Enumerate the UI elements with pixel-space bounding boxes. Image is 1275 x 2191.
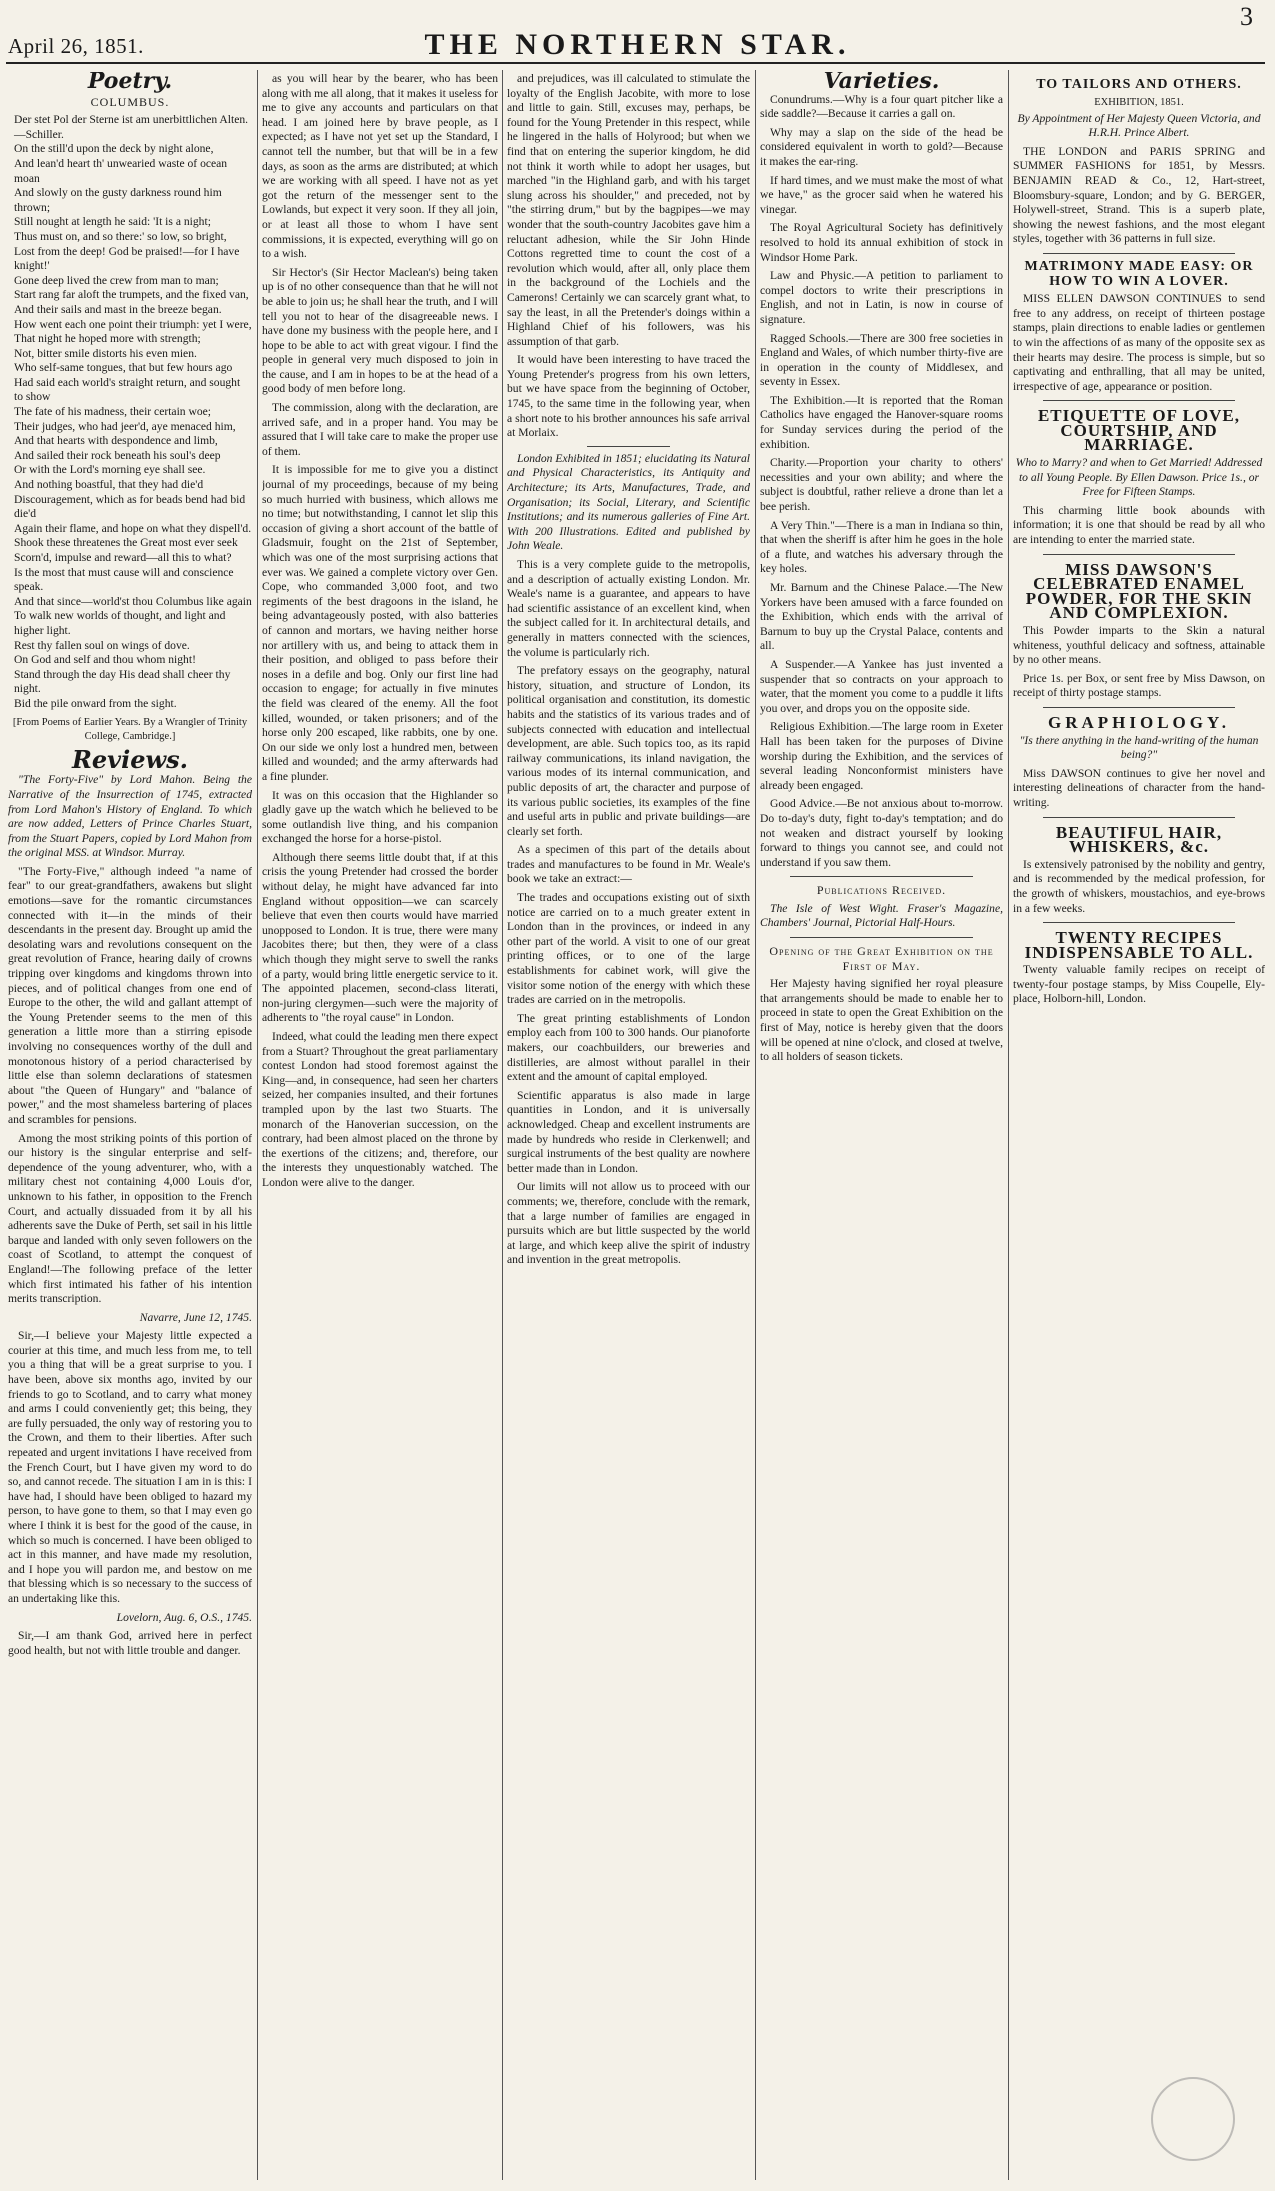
poetry-heading: Poetry. xyxy=(87,72,173,94)
ad-text: Price 1s. per Box, or sent free by Miss Dawson, on receipt of thirty postage stamps. xyxy=(1013,671,1265,700)
article-paragraph: Although there seems little doubt that, if at this crisis the young Pretender had crossed the border without delay, he might have advanced far into England without opposition—we can scarcely believe that even then courts would have married unopposed to London. It is true, there were many Jacobites there; but then, they were of a class which though they might serve to swell the ranks of a party, would bring little energetic service to it. The appointed placemen, second-class literati, non-juring clergymen—such were the majority of adherents to "the royal cause" in London. xyxy=(262,850,498,1025)
poem-line: And that since—world'st thou Columbus like again xyxy=(14,594,252,608)
poem-line: Stand through the day His dead shall cheer thy night. xyxy=(14,667,231,696)
review-title: London Exhibited in 1851; elucidating its Natural and Physical Characteristics, its Antiquity and Architecture; its Arts, Manufactures, Trade, and Organisation; its Social, Literary, and Scientific Institutions; and its numerous galleries of Fine Art. With 200 Illustrations. Edited and published by John Weale. xyxy=(507,451,750,553)
poem-line: Again their flame, and hope on what they dispell'd. xyxy=(14,521,252,535)
page-number: 3 xyxy=(1240,2,1253,31)
variety-item: A Suspender.—A Yankee has just invented a suspender that so contracts on your approach to water, that the moment you come to a puddle it lifts you over, and drops you on the opposite side. xyxy=(760,657,1003,715)
poem-line: Their judges, who had jeer'd, aye menaced him, xyxy=(14,419,236,433)
ad-heading: BEAUTIFUL HAIR, WHISKERS, &c. xyxy=(1055,822,1223,857)
variety-item: Why may a slap on the side of the head be considered equivalent in worth to gold?—Because it makes the ear-ring. xyxy=(760,125,1003,168)
poem-body xyxy=(8,113,252,711)
ad-heading: MATRIMONY MADE EASY: OR HOW TO WIN A LOVER. xyxy=(1024,258,1254,289)
ad-text: Twenty valuable family recipes on receipt of twenty-four postage stamps, by Miss Coupelle, Ely-place, Holborn-hill, London. xyxy=(1013,963,1265,1006)
ad-text: This charming little book abounds with information; it is one that should be read by all who are intending to enter the married state. xyxy=(1013,503,1265,547)
ad-text: "Is there anything in the hand-writing of the human being?" xyxy=(1019,733,1259,762)
poem-line: On God and self and thou whom night! xyxy=(14,653,196,667)
ad-rule xyxy=(1043,253,1235,254)
ad-text: By Appointment of Her Majesty Queen Victoria, and H.R.H. Prince Albert. xyxy=(1017,111,1261,140)
ad-rule xyxy=(1043,554,1235,555)
ad-rule xyxy=(1043,817,1235,818)
column-divider xyxy=(502,70,503,2180)
article-paragraph: This is a very complete guide to the metropolis, and a description of actually existing London. Mr. Weale's name is a guarantee, and appears to have had scientific assistance of an excellent kind, when the subject called for it. In architectural details, and generally in matters connected with the sciences, the volume is particularly rich. xyxy=(507,558,750,659)
column-5-advertisements xyxy=(1013,72,1265,2182)
exhibition-heading: Opening of the Great Exhibition on the First of May. xyxy=(769,944,994,973)
ad-heading: TO TAILORS AND OTHERS. xyxy=(1036,77,1242,92)
newspaper-title: THE NORTHERN STAR. xyxy=(424,28,851,61)
variety-item: Conundrums.—Why is a four quart pitcher like a side saddle?—Because it carries a gall on. xyxy=(760,92,1003,121)
poem-line: Still nought at length he said: 'It is a night; xyxy=(14,215,211,229)
ad-subheading: EXHIBITION, 1851. xyxy=(1094,96,1184,108)
article-paragraph: Scientific apparatus is also made in large quantities in London, and it is universally acknowledged. Cheap and excellent instruments are made by hundreds who reside in Clerkenwell; and surgical instruments of the best quality are nowhere better made than in London. xyxy=(507,1088,750,1175)
column-divider xyxy=(1008,70,1009,2180)
poem-line: Is the most that must cause will and conscience speak. xyxy=(14,565,234,594)
article-paragraph: The great printing establishments of London employ each from 100 to 300 hands. Our pianoforte makers, our coachbuilders, our breweries and distilleries, are almost without parallel in their extent and the amount of capital employed. xyxy=(507,1011,750,1084)
variety-item: Charity.—Proportion your charity to others' necessities and your own ability; and where the subject is doubtful, rather relieve a drone than let a bee perish. xyxy=(760,456,1003,514)
poem-line: Thus must on, and so there:' so low, so bright, xyxy=(14,229,227,243)
letter-dateline: Lovelorn, Aug. 6, O.S., 1745. xyxy=(116,1610,252,1624)
poem-line: Bid the pile onward from the sight. xyxy=(14,696,177,710)
variety-item: Good Advice.—Be not anxious about to-morrow. Do to-day's duty, fight to-day's temptation; and do not weaken and distract yourself by looking forward to things you cannot see, and could not understand if you saw them. xyxy=(760,797,1003,869)
reviews-heading: Reviews. xyxy=(71,744,189,774)
letter-dateline: Navarre, June 12, 1745. xyxy=(139,1310,252,1324)
poem-line: On the still'd upon the deck by night alone, xyxy=(14,142,214,156)
section-rule xyxy=(790,876,973,877)
variety-item: Ragged Schools.—There are 300 free societies in England and Wales, of which number thirty-five are in operation in the county of Middlesex, and seventy in Essex. xyxy=(760,331,1003,389)
varieties-heading: Varieties. xyxy=(823,72,940,94)
poem-line: And sailed their rock beneath his soul's deep xyxy=(14,448,221,462)
poem-line: Shook these threatenes the Great most ever seek xyxy=(14,536,238,550)
ad-rule xyxy=(1043,707,1235,708)
ad-rule xyxy=(1043,400,1235,401)
ad-heading: MISS DAWSON'S CELEBRATED ENAMEL POWDER, FOR THE SKIN AND COMPLEXION. xyxy=(1025,559,1253,623)
poem-line: Who self-same tongues, that but few hours ago xyxy=(14,361,233,375)
variety-item: A Very Thin."—There is a man in Indiana so thin, that when the sheriff is after him he goes in the hole of a flute, and watches his adversary through the key holes. xyxy=(760,518,1003,576)
ad-text: MISS ELLEN DAWSON CONTINUES to send free to any address, on receipt of thirteen postage stamps, plain directions to enable ladies or gentlemen to win the affections of as many of the opposite sex as their hearts may desire. The process is simple, but so captivating and enthralling, that all may be united, irrespective of age, appearance or position. xyxy=(1013,292,1265,393)
ad-text: Is extensively patronised by the nobility and gentry, and is recommended by the medical profession, for the growth of whiskers, moustachios, and eye-brows in a few weeks. xyxy=(1013,857,1265,915)
article-paragraph: Indeed, what could the leading men there expect from a Stuart? Throughout the great parliamentary contest London had stood foremost against the King—and, in consequence, had seen her charters seized, her companies insulted, and their fortunes trampled upon by the last two Stuarts. The monarch of the Hanoverian succession, on the contrary, had been almost placed on the throne by the exertions of the citizens; and, therefore, our the interests they unquestionably watched. The London were alive to the danger. xyxy=(262,1030,498,1189)
variety-item: The Exhibition.—It is reported that the Roman Catholics have engaged the Hanover-square rooms for Sunday services during the period of the exhibition. xyxy=(760,393,1003,451)
library-stamp xyxy=(1151,2077,1235,2161)
poem-line: Rest thy fallen soul on wings of dove. xyxy=(14,638,190,652)
publications-heading: Publications Received. xyxy=(816,883,947,898)
ad-heading: ETIQUETTE OF LOVE, COURTSHIP, AND MARRIAGE. xyxy=(1037,406,1241,455)
article-paragraph: It is impossible for me to give you a distinct journal of my proceedings, because of my being so much hurried with business, which allows me no time; but notwithstanding, I cannot let slip this occasion of giving a short account of the battle of Gladsmuir, fought on the 21st of September, which was one of the most surprising actions that ever was. We gained a complete victory over Gen. Cope, who commanded 3,000 foot, and two regiments of the best dragoons in the island, he being advantageously posted, with also batteries of cannon and mortars, we having neither horse nor artillery with us, and being to attack them in their position, and obliged to pass before their noses in a defile and bog. Only our first line had occasion to engage; for actually in five minutes the field was cleared of the enemy. All the foot killed, wounded, or taken prisoners; and of the horse only 200 escaped, like rabbits, one by one. On our side we only lost a hundred men, between killed and wounded; and the army afterwards had a fine plunder. xyxy=(262,463,498,783)
poem-line: Der stet Pol der Sterne ist am unerbittlichen Alten.—Schiller. xyxy=(14,113,249,141)
article-paragraph: It would have been interesting to have traced the Young Pretender's progress from his own letters, but we have space from the beginning of October, 1745, to the same time in the following year, when a short note to his brother announces his safe arrival at Morlaix. xyxy=(507,353,750,440)
article-paragraph: As a specimen of this part of the details about trades and manufactures to be found in Mr. Weale's book we take an extract:— xyxy=(507,843,750,886)
review-paragraph: "The Forty-Five," although indeed "a name of fear" to our great-grandfathers, awakens but slight emotions—save for the romantic circumstances connected with it—in the minds of their descendants in the present day. Brought up amid the desolating wars and revolutions consequent on the great revolution of France, hearing daily of crowns tripping over kingdoms and kingdoms thrown into pieces, and of political changes from one end of Europe to the other, the wild and gallant attempt of the Young Pretender seems to the men of this generation a little more than a stirring episode involving no consequences worthy of the dull and monotonous history of a period characterised by little else than solemn declarations of statesmen about "the Queen of Hungary" and "balance of power," and the most shameless bartering of places and scrambles for pensions. xyxy=(8,864,252,1126)
article-paragraph: The commission, along with the declaration, are arrived safe, and in a proper hand. You may be assured that I will take care to make the proper use of them. xyxy=(262,401,498,458)
review-paragraph: Among the most striking points of this portion of our history is the singular enterprise and self-dependence of the young adventurer, who, with a military chest not containing 4,000 Louis d'or, unknown to his father, in opposition to the French Court, and actually dissuaded from it by all his adherents save the Duke of Perth, set sail in his little barque and landed with only seven followers on the coast of Scotland, to attempt the conquest of England!—The following preface of the letter which first intimated his father of his intention merits transcription. xyxy=(8,1131,252,1306)
article-paragraph: Sir Hector's (Sir Hector Maclean's) being taken up is of no other consequence than that he will not be able to join us; he shall hear the truth, and I will tell you not to hear of the disagreeable news. I have done my business with the people here, and I hope to be able to act with great vigour. I find the people in general very much disposed to join in the cause, and I am in hopes to be at the head of a good body of men before long. xyxy=(262,265,498,396)
variety-item: Religious Exhibition.—The large room in Exeter Hall has been taken for the purposes of Divine worship during the Exhibition, and the services of several leading Nonconformist ministers have already been engaged. xyxy=(760,720,1003,792)
issue-date: April 26, 1851. xyxy=(8,34,144,58)
column-4 xyxy=(760,72,1003,2182)
masthead xyxy=(0,0,1275,62)
column-1 xyxy=(8,72,252,2182)
variety-item: Law and Physic.—A petition to parliament to compel doctors to write their prescriptions in English, and not in Latin, is now in course of signature. xyxy=(760,269,1003,326)
poem-line: And nothing boastful, that they had die'd xyxy=(14,478,204,492)
review-title: "The Forty-Five" by Lord Mahon. Being the Narrative of the Insurrection of 1745, extracted from Lord Mahon's History of England. To which are now added, Letters of Prince Charles Stuart, from the Stuart Papers, copied by Lord Mahon from the original MSS. at Windsor. Murray. xyxy=(8,773,252,860)
article-paragraph: It was on this occasion that the Highlander so gladly gave up the watch which he believed to be some outlandish live thing, and his companion exchanged the horse for a horse-pistol. xyxy=(262,788,498,846)
section-rule xyxy=(790,937,973,938)
article-paragraph: Her Majesty having signified her royal pleasure that arrangements should be made to enable her to proceed in state to open the Great Exhibition on the first of May, notice is hereby given that the doors will be opened at nine o'clock, and closed at twelve, to all holders of season tickets. xyxy=(760,977,1003,1064)
poem-source: [From Poems of Earlier Years. By a Wrangler of Trinity College, Cambridge.] xyxy=(12,716,248,743)
poem-line: Discouragement, which as for beads bend had bid die'd xyxy=(14,492,246,521)
column-2 xyxy=(262,72,498,2182)
variety-item: The Royal Agricultural Society has definitively resolved to hold its annual exhibition of stock in Windsor Home Park. xyxy=(760,221,1003,264)
ad-text: This Powder imparts to the Skin a natural whiteness, youthful delicacy and softness, attainable by no other means. xyxy=(1013,624,1265,667)
article-paragraph: Our limits will not allow us to proceed with our comments; we, therefore, conclude with the remark, that a large number of families are engaged in pursuits which are but little suspected by the world at large, and which keep alive the spirit of industry and invention in the great metropolis. xyxy=(507,1180,750,1267)
section-rule xyxy=(587,446,670,447)
article-paragraph: and prejudices, was ill calculated to stimulate the loyalty of the English Jacobite, with more to lose and little to gain. Still, excuses may, perhaps, be found for the Young Pretender in this respect, while he lingered in the halls of Holyrood; but when we find that on entering the superior kingdom, he did not think it worth while to adopt her usages, but marched "in the Highland garb, and with his target slung across his shoulder," and preceded, not by "the stirring drum," but by the bagpipes—we may wonder that the south-country Jacobites gave him a reluctant adhesion, while the Sir John Hinde Cottons regretted time to count the cost of a revolution which would, after all, only place them in the background of the Lochiels and the Camerons! Certainly we can scarcely grant what, to say the least, in all the Pretender's doings within a Highland Chief of his followers, was his assumption of that garb. xyxy=(507,72,750,348)
ad-heading: TWENTY RECIPES INDISPENSABLE TO ALL. xyxy=(1024,928,1254,962)
article-paragraph: The prefatory essays on the geography, natural history, situation, and structure of London, its political organisation and constitution, its domestic habits and the statistics of its various trades and of subjects connected with education and intellectual development, are able. Such topics too, as its rapid railway communications, its inland navigation, the various modes of its internal communication, and public deposits of art, the character and purpose of its various public societies, its examples of the fine and useful arts in public and private buildings—are clearly set forth. xyxy=(507,664,750,838)
ad-text: Who to Marry? and when to Get Married! Addressed to all Young People. By Ellen Dawson. Price 1s., or Free for Fifteen Stamps. xyxy=(1015,456,1263,499)
poem-line: And that hearts with despondence and limb, xyxy=(14,434,218,448)
poem-line: Not, bitter smile distorts his even mien. xyxy=(14,346,197,360)
review-paragraph: Sir,—I believe your Majesty little expected a courier at this time, and much less from me, to tell you a thing that will be a great surprise to you. I have been, above six months ago, invited by our friends to go to Scotland, and to carry what money and arms I could conveniently get; this being, they are fully persuaded, the only way of restoring you to the Crown, and them to their liberties. After such repeated and urgent invitations I have received from the French Court, but I have given my word to do so, and cannot recede. The situation I am in is this: I have had, I should have been obliged to hazard my person, to have gone to them, so that I may even go where I think it is best for the good of the cause, in which so much is concerned. I have been obliged to act in this manner, and have made my resolution, and I hope you will pardon me, and bestow on me that blessing which is so necessary to the success of an undertaking like this. xyxy=(8,1329,252,1605)
review-paragraph: Sir,—I am thank God, arrived here in perfect good health, but not with little trouble and danger. xyxy=(8,1629,252,1657)
poem-line: Start rang far aloft the trumpets, and the fixed van, xyxy=(14,288,249,302)
poem-line: And their sails and mast in the breeze began. xyxy=(14,302,222,316)
poem-line: To walk new worlds of thought, and light and higher light. xyxy=(14,609,226,637)
article-paragraph: The trades and occupations existing out of sixth notice are carried on to a much greater extent in London than in the provinces, or indeed in any other part of the world. A visit to one of our great printing offices, or to one of the large establishments for cabinet work, will give the visitor some notion of the energy with which these trades are carried on in the metropolis. xyxy=(507,891,750,1007)
poem-line: Gone deep lived the crew from man to man; xyxy=(14,273,219,287)
variety-item: If hard times, and we must make the most of what we have," as the grocer said when he watered his vinegar. xyxy=(760,173,1003,216)
poem-line: That night he hoped more with strength; xyxy=(14,332,201,346)
poem-line: How went each one point their triumph: yet I were, xyxy=(14,317,252,331)
ad-heading: GRAPHIOLOGY. xyxy=(1048,712,1230,732)
article-paragraph: as you will hear by the bearer, who has been along with me all along, that it makes it useless for me to give any accounts and particulars on that head. I am joined here by brave people, as I expected; as I have not yet set up the Standard, I cannot tell the number, but that will be in a few days, as soon as the arms are distributed; at which we are working with all speed. I have not as yet got the return of the messenger sent to the Lowlands, but expect it very soon. If they all join, or at least all those to whom I have sent commissions, it is expected, everything will go on to a wish. xyxy=(262,72,498,261)
masthead-rule xyxy=(6,62,1265,64)
poem-line: Or with the Lord's morning eye shall see. xyxy=(14,463,206,477)
poem-title: COLUMBUS. xyxy=(90,94,170,109)
ad-rule xyxy=(1043,922,1235,923)
poem-line: And slowly on the gusty darkness round him thrown; xyxy=(14,186,222,214)
poem-line: Had said each world's straight return, and sought to show xyxy=(14,375,241,404)
poem-line: And lean'd heart th' unwearied waste of ocean moan xyxy=(14,156,228,185)
column-3 xyxy=(507,72,750,2182)
column-divider xyxy=(257,70,258,2180)
ad-text: THE LONDON and PARIS SPRING and SUMMER FASHIONS for 1851, by Messrs. BENJAMIN READ & Co., 12, Hart-street, Bloomsbury-square, London; and by G. BERGER, Holywell-street, Strand. This is a superb plate, showing the newest fashions, and the most elegant styles, together with 36 patterns in full size. xyxy=(1013,144,1265,246)
publication-list: The Isle of West Wight. Fraser's Magazine, Chambers' Journal, Pictorial Half-Hours. xyxy=(760,901,1003,930)
poem-line: The fate of his madness, their certain woe; xyxy=(14,405,212,419)
variety-item: Mr. Barnum and the Chinese Palace.—The New Yorkers have been amused with a farce founded on the Exhibition, which ends with the arrival of Barnum to buy up the Crystal Palace, contents and all. xyxy=(760,581,1003,653)
poem-line: Scorn'd, impulse and reward—all this to what? xyxy=(14,551,232,564)
column-divider xyxy=(755,70,756,2180)
ad-text: Miss DAWSON continues to give her novel and interesting delineations of character from the hand-writing. xyxy=(1013,766,1265,809)
poem-line: Lost from the deep! God be praised!—for I have knight!' xyxy=(14,244,240,273)
